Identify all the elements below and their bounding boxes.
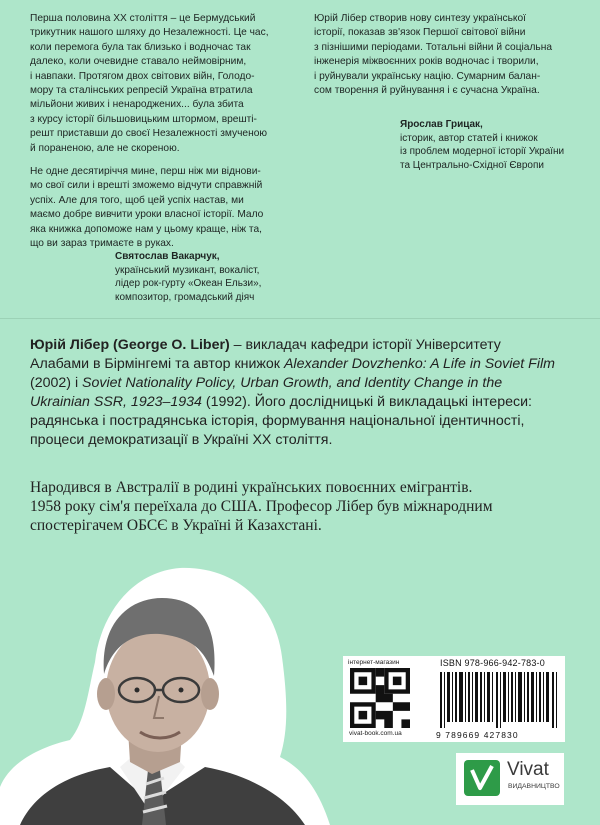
book-title-soviet-nationality: Soviet Nationality Policy, Urban Growth, and Identity Change in the Ukrainian SSR, 1923–1934 [30, 375, 503, 410]
barcode-digits: 9 789669 427830 [436, 730, 519, 740]
vivat-logo-icon [462, 758, 502, 798]
barcode [440, 672, 558, 728]
bio-text-2: (2002) і [30, 375, 83, 391]
quote-vakarchuk-paragraph-1: Перша половина XX століття – це Бермудський трикутник нашого шляху до Незалежності. Це час, коли перемога була так близько і водночас так далеко, коли очевидне ставало неймовірним, і навпаки. Протягом двох світових війн, Голодо- мору та сталінських репресій Україна втратила мільйони живих і ненароджених... була збита з курсу історії більшовицьким штормом, врешті- решт приставши до своєї Незалежності змученою й пораненою, але не скореною. [30, 13, 269, 154]
isbn-label: ISBN 978-966-942-783-0 [440, 658, 545, 668]
quote-hrytsak-paragraph: Юрій Лібер створив нову синтезу української історії, показав зв'язок Першої світової війни з пізнішими періодами. Тотальні війни й соціальна інженерія міжвоєнних років водночас і творили, і руйнували українську націю. Сумарним балан- сом творення й руйнування і є сучасна Україна. [314, 13, 553, 97]
qr-url: vivat-book.com.ua [349, 730, 402, 737]
publisher-name: Vivat [507, 759, 549, 780]
author-name: Юрій Лібер (George O. Liber) [30, 337, 230, 353]
author-role-vakarchuk: український музикант, вокаліст, лідер рок-гурту «Океан Ельзи», композитор, громадський діяч [115, 264, 262, 303]
publisher-subtitle: ВИДАВНИЦТВО [508, 783, 560, 790]
bio-text-3: (1992). Його дослідницькі й викладацькі інтереси: радянська і пострадянська історія, формування національної ідентичності, процеси демократизації в Україні XX століття. [30, 394, 532, 448]
author-role-hrytsak: історик, автор статей і книжок із проблем модерної історії України та Центрально-Східної Європи [400, 132, 565, 171]
section-divider [0, 318, 600, 319]
signature-vakarchuk [115, 250, 261, 304]
author-bio-paragraph-1 [30, 336, 560, 450]
qr-label: інтернет-магазин [348, 659, 400, 666]
quote-vakarchuk-paragraph-2: Не одне десятиріччя мине, перш ніж ми віднови- мо свої сили і врешті зможемо відчути справжній успіх. Але для того, щоб цей успіх настав, ми маємо добре вивчити уроки власної історії. Мало яка книжка допоможе нам у цьому краще, ніж та, що ви зараз тримаєте в руках. [30, 166, 264, 250]
author-bio-paragraph-2: Народився в Австралії в родині українських повоєнних емігрантів. 1958 року сім'я переїхала до США. Професор Лібер був міжнародним спостерігачем ОБСЄ в Україні й Казахстані. [30, 479, 493, 534]
signature-hrytsak [400, 118, 564, 172]
author-photo [0, 562, 360, 825]
bio-text-1: – викладач кафедри історії Університету Алабами в Бірмінгемі та автор книжок [30, 337, 501, 372]
book-title-dovzhenko: Alexander Dovzhenko: A Life in Soviet Film [283, 356, 555, 372]
author-name-hrytsak: Ярослав Грицак, [400, 119, 483, 130]
qr-code [350, 668, 410, 728]
author-name-vakarchuk: Святослав Вакарчук, [115, 251, 220, 262]
